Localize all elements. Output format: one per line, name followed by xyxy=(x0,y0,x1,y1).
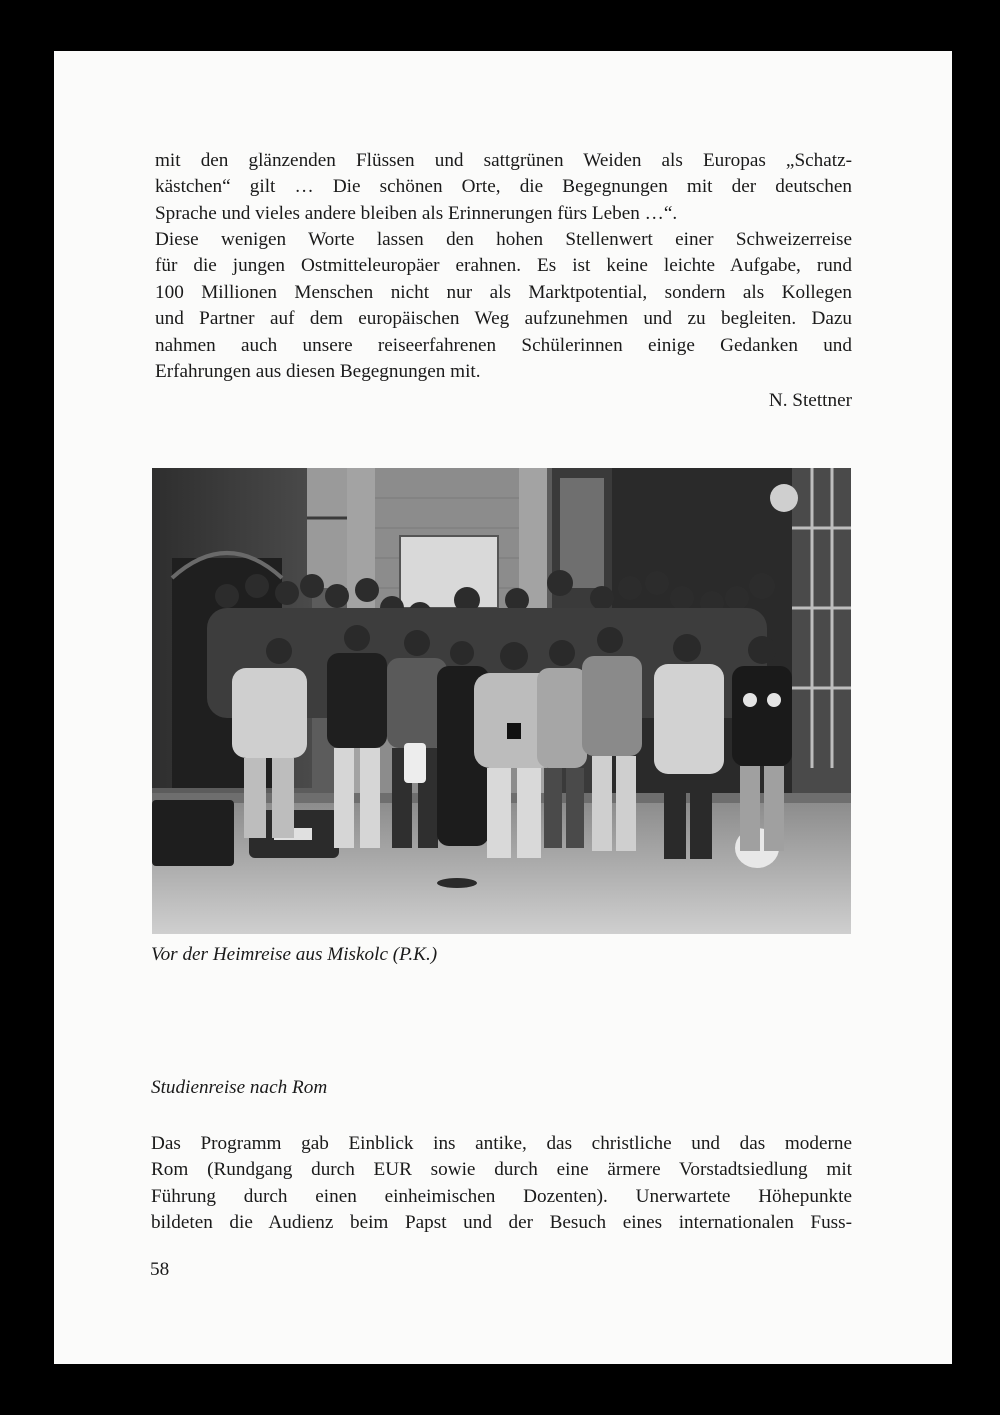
text-line: Sprache und vieles andere bleiben als Erinnerungen fürs Leben …“. xyxy=(155,202,678,224)
text-line: mit den glänzenden Flüssen und sattgrünen Weiden als Europas „Schatz- xyxy=(155,150,852,171)
text-line: 100 Millionen Menschen nicht nur als Marktpotential, sondern als Kollegen xyxy=(155,281,852,303)
text-line: nahmen auch unsere reiseerfahrenen Schülerinnen einige Gedanken und xyxy=(155,334,852,356)
paragraph-rome-trip xyxy=(151,1131,852,1237)
paragraph-conclusion xyxy=(155,227,852,385)
text-line: Rom (Rundgang durch EUR sowie durch eine ärmere Vorstadtsiedlung mit xyxy=(151,1159,852,1181)
text-line: bildeten die Audienz beim Papst und der Besuch eines internationalen Fuss- xyxy=(151,1212,852,1234)
text-line: für die jungen Ostmitteleuropäer erahnen. Es ist keine leichte Aufgabe, rund xyxy=(155,255,852,277)
photo-caption: Vor der Heimreise aus Miskolc (P.K.) xyxy=(151,944,438,965)
paragraph-quote-end xyxy=(155,148,852,227)
group-photo-illustration xyxy=(152,468,851,934)
section-heading: Studienreise nach Rom xyxy=(151,1077,328,1098)
text-line: Führung durch einen einheimischen Dozenten). Unerwartete Höhepunkte xyxy=(151,1185,852,1207)
text-line: Das Programm gab Einblick ins antike, das christliche und das moderne xyxy=(151,1133,852,1154)
text-line: Erfahrungen aus diesen Begegnungen mit. xyxy=(155,361,481,383)
text-line: Diese wenigen Worte lassen den hohen Stellenwert einer Schweizerreise xyxy=(155,229,852,250)
group-photo xyxy=(152,468,851,934)
text-line: und Partner auf dem europäischen Weg aufzunehmen und zu begleiten. Dazu xyxy=(155,308,852,330)
page-number: 58 xyxy=(150,1259,170,1280)
text-line: kästchen“ gilt … Die schönen Orte, die Begegnungen mit der deutschen xyxy=(155,176,852,198)
author-signature: N. Stettner xyxy=(768,390,852,411)
book-page xyxy=(54,51,952,1364)
